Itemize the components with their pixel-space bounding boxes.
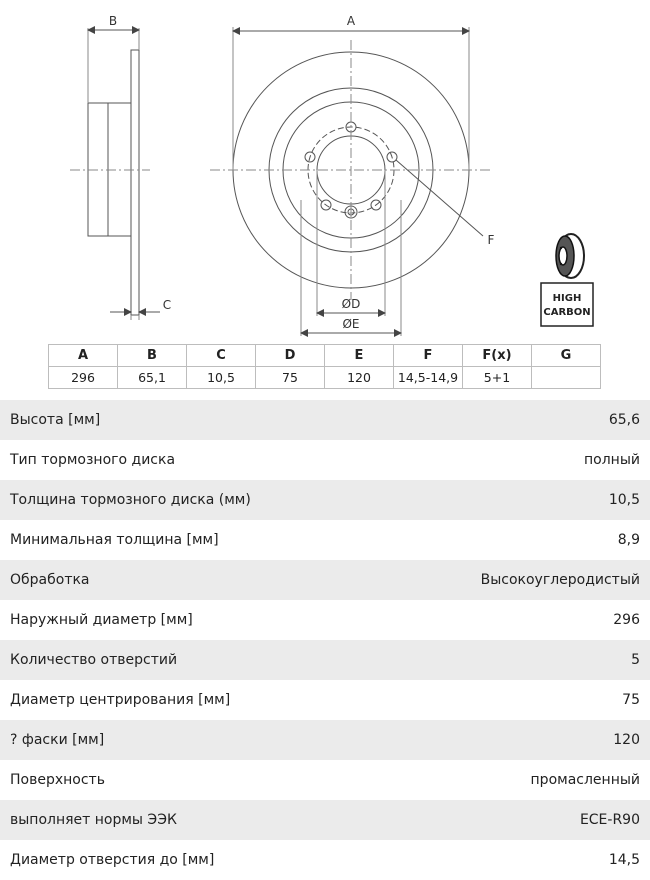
dim-header-c: C (187, 345, 256, 367)
dim-value-f: 14,5-14,9 (394, 367, 463, 389)
dim-header-f: F (394, 345, 463, 367)
dimension-label-e: ØE (342, 317, 360, 331)
dimension-label-b: B (108, 14, 118, 28)
spec-value: полный (584, 452, 640, 468)
dimension-label-c: C (162, 298, 172, 312)
spec-label: Обработка (10, 572, 90, 588)
spec-label: Количество отверстий (10, 652, 178, 668)
spec-value: 120 (613, 732, 640, 748)
dim-value-a: 296 (49, 367, 118, 389)
badge-line-2: CARBON (543, 307, 591, 318)
dimension-label-f: F (487, 233, 495, 247)
dim-header-b: B (118, 345, 187, 367)
dimensions-table (48, 344, 601, 389)
spec-label: Наружный диаметр [мм] (10, 612, 193, 628)
spec-value: 8,9 (617, 532, 640, 548)
spec-value: 75 (622, 692, 640, 708)
spec-row-disc-type (0, 440, 650, 480)
dim-value-g (532, 367, 601, 389)
spec-label: выполняет нормы ЭЭК (10, 812, 177, 828)
spec-value: промасленный (530, 772, 640, 788)
spec-row-ece-standard (0, 800, 650, 840)
spec-label: Толщина тормозного диска (мм) (10, 492, 251, 508)
spec-label: Поверхность (10, 772, 105, 788)
dim-value-c: 10,5 (187, 367, 256, 389)
spec-row-hole-count (0, 640, 650, 680)
high-carbon-badge (541, 283, 593, 326)
spec-label: ? фаски [мм] (10, 732, 105, 748)
spec-label: Высота [мм] (10, 412, 101, 428)
spec-row-disc-thickness (0, 480, 650, 520)
spec-row-hole-diameter (0, 840, 650, 880)
brake-disc-technical-drawing (0, 0, 650, 340)
disc-side-view (70, 28, 160, 320)
spec-value: 14,5 (608, 852, 640, 868)
spec-value: Высокоуглеродистый (480, 572, 640, 588)
spec-row-centering-diameter (0, 680, 650, 720)
spec-value: 10,5 (608, 492, 640, 508)
spec-row-chamfer (0, 720, 650, 760)
dim-value-e: 120 (325, 367, 394, 389)
badge-line-1: HIGH (552, 293, 582, 304)
specifications-list (0, 400, 650, 880)
spec-row-treatment (0, 560, 650, 600)
disc-front-view (210, 27, 492, 336)
spec-value: 296 (613, 612, 640, 628)
spec-label: Тип тормозного диска (10, 452, 176, 468)
dimension-label-d: ØD (341, 297, 361, 311)
dim-value-fx: 5+1 (463, 367, 532, 389)
dim-header-a: A (49, 345, 118, 367)
dim-header-d: D (256, 345, 325, 367)
spec-row-surface (0, 760, 650, 800)
spec-label: Диаметр центрирования [мм] (10, 692, 231, 708)
spec-value: 5 (631, 652, 640, 668)
spec-label: Минимальная толщина [мм] (10, 532, 219, 548)
brake-disc-icon (556, 234, 584, 278)
spec-value: 65,6 (608, 412, 640, 428)
dim-value-d: 75 (256, 367, 325, 389)
dimensions-header-row (49, 345, 601, 367)
spec-row-height (0, 400, 650, 440)
dim-value-b: 65,1 (118, 367, 187, 389)
spec-value: ECE-R90 (579, 812, 640, 828)
spec-label: Диаметр отверстия до [мм] (10, 852, 215, 868)
dim-header-g: G (532, 345, 601, 367)
spec-row-min-thickness (0, 520, 650, 560)
dim-header-fx: F(x) (463, 345, 532, 367)
dimensions-value-row (49, 367, 601, 389)
spec-row-outer-diameter (0, 600, 650, 640)
dimension-label-a: A (346, 14, 356, 28)
dim-header-e: E (325, 345, 394, 367)
